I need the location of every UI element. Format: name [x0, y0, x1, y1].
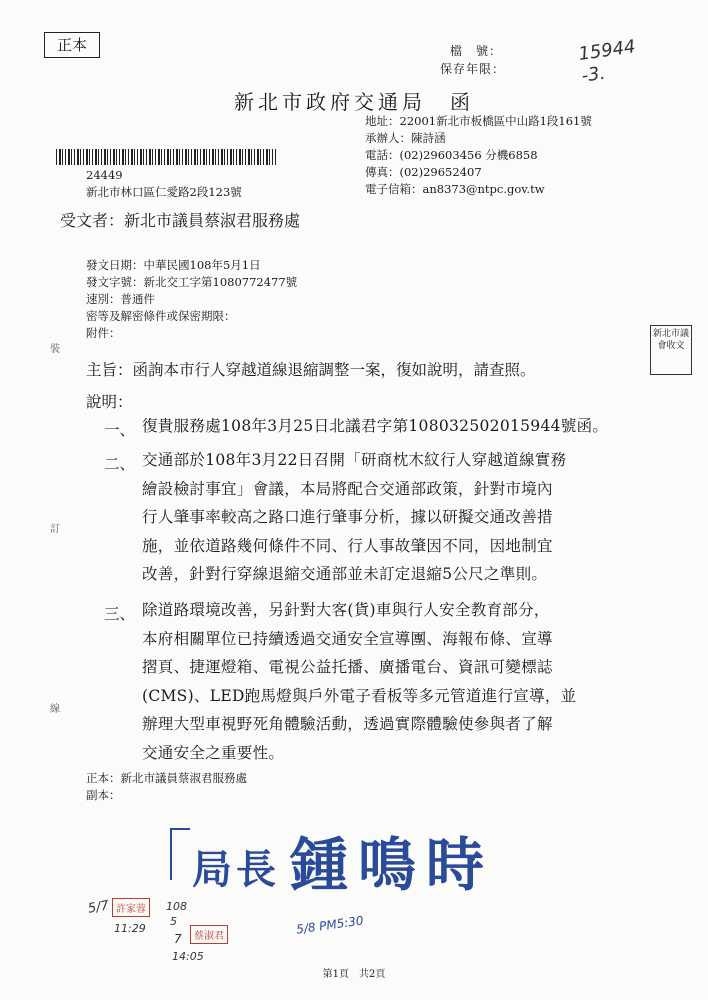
barcode: [56, 149, 276, 165]
item-1-number: 一、: [104, 421, 136, 439]
red-seal: 許家蓉: [112, 898, 150, 917]
explanation-label: 說明：: [86, 393, 133, 411]
original-copy-label: 正本: [44, 32, 100, 58]
handwritten-file-number: 15944 -3.: [577, 36, 637, 87]
subject: 主旨：函詢本市行人穿越道線退縮調整一案，復如說明，請查照。: [86, 361, 536, 379]
delivery-speed: 速別：普通件: [86, 292, 155, 306]
signature-bracket: [170, 828, 190, 880]
contact-email: 電子信箱：an8373@ntpc.gov.tw: [365, 182, 545, 196]
binding-mark-bottom: 線: [50, 704, 60, 715]
contact-fax: 傳真：(02)29652407: [365, 165, 482, 179]
item-3-line: 本府相關單位已持續透過交通安全宣導團、海報布條、宣導: [142, 629, 553, 648]
item-1-line: 復貴服務處108年3月25日北議君字第108032502015944號函。: [142, 417, 609, 435]
handwritten-receipt: 5/8 PM5:30: [295, 913, 365, 937]
handwritten-time: 11:29: [114, 922, 146, 935]
item-3-line: 除道路環境改善，另針對大客(貨)車與行人安全教育部分，: [142, 601, 550, 619]
issue-date: 發文日期：中華民國108年5月1日: [86, 258, 261, 272]
cc-copy: 副本：: [86, 788, 121, 802]
item-2-line: 交通部於108年3月22日召開「研商枕木紋行人穿越道線實務: [142, 451, 567, 469]
retention-label: 保存年限：: [440, 62, 506, 76]
item-1-text: [142, 412, 642, 441]
binding-mark-top: 裝: [50, 344, 60, 355]
document-number: 發文字號：新北交工字第1080772477號: [86, 275, 298, 289]
attachment: 附件：: [86, 326, 121, 340]
item-3-line: 摺頁、捷運燈箱、電視公益托播、廣播電台、資訊可變標誌: [142, 658, 553, 676]
contact-phone: 電話：(02)29603456 分機6858: [365, 148, 538, 162]
mailing-address: 新北市林口區仁愛路2段123號: [86, 185, 242, 199]
director-title: 局長: [192, 846, 280, 893]
item-2-number: 二、: [104, 455, 136, 473]
file-number-label: 檔 號：: [450, 44, 503, 58]
postal-code: 24449: [86, 168, 123, 182]
item-2-line: 繪設檢討事宜」會議，本局將配合交通部政策，針對市境內: [142, 479, 553, 498]
handwritten-time: 14:05: [172, 950, 204, 963]
item-3-line: 辦理大型車視野死角體驗活動，透過實際體驗使參與者了解: [142, 715, 553, 733]
handwritten-year: 108: [166, 900, 187, 913]
handwritten-day: 7: [174, 932, 182, 946]
item-2-line: 改善，針對行穿線退縮交通部並未訂定退縮5公尺之準則。: [142, 565, 548, 583]
handwritten-month: 5: [170, 915, 177, 928]
page-number: 第1頁 共2頁: [322, 969, 386, 980]
secrecy-level: 密等及解密條件或保密期限：: [86, 309, 236, 323]
handwritten-date: 5/7: [86, 898, 111, 917]
item-2-line: 施，並依道路幾何條件不同、行人事故肇因不同，因地制宜: [142, 536, 553, 555]
item-2-line: 行人肇事率較高之路口進行肇事分析，據以研擬交通改善措: [142, 508, 553, 526]
red-seal: 蔡淑君: [190, 925, 228, 944]
recipient: 受文者：新北市議員蔡淑君服務處: [60, 211, 301, 230]
item-3-text: [142, 596, 642, 767]
item-2-text: [142, 446, 642, 589]
contact-address: 地址：22001新北市板橋區中山路1段161號: [365, 114, 592, 128]
item-3-line: 交通安全之重要性。: [142, 743, 285, 762]
received-stamp: 新北市議會收文: [650, 325, 692, 375]
cc-original: 正本：新北市議員蔡淑君服務處: [86, 771, 247, 785]
director-signature: 鍾鳴時: [290, 831, 495, 899]
binding-mark-middle: 訂: [50, 524, 60, 535]
agency-title: 新北市政府交通局 函: [234, 90, 474, 114]
item-3-line: (CMS)、LED跑馬燈與戶外電子看板等多元管道進行宣導，並: [142, 686, 577, 705]
contact-handler: 承辦人：陳詩涵: [365, 131, 446, 145]
item-3-number: 三、: [104, 605, 136, 623]
